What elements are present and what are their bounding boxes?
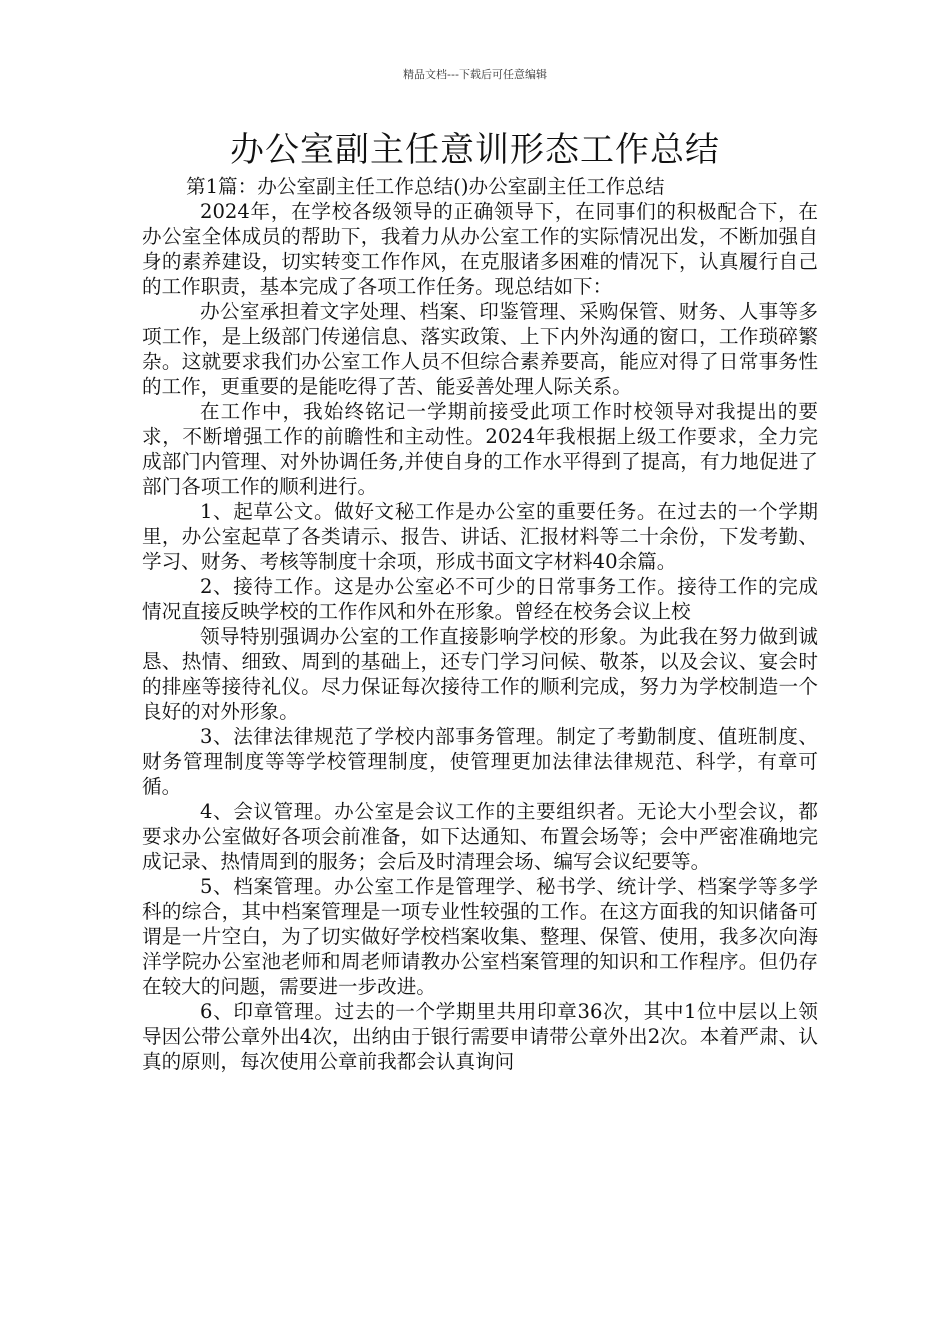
section-heading: 第1篇：办公室副主任工作总结()办公室副主任工作总结 bbox=[186, 175, 665, 198]
paragraph-intro: 2024年，在学校各级领导的正确领导下，在同事们的积极配合下，在办公室全体成员的帮助下，我着力从办公室工作的实际情况出发，不断加强自身的素养建设，切实转变工作作风，在克服诸多困难的情况下，认真履行自己的工作职责，基本完成了各项工作任务。现总结如下： bbox=[142, 200, 818, 298]
paragraph-item-2: 2、接待工作。这是办公室必不可少的日常事务工作。接待工作的完成情况直接反映学校的工作作风和外在形象。曾经在校务会议上校 bbox=[142, 575, 818, 623]
paragraph-work: 在工作中，我始终铭记一学期前接受此项工作时校领导对我提出的要求，不断增强工作的前瞻性和主动性。2024年我根据上级工作要求，全力完成部门内管理、对外协调任务,并使自身的工作水平得到了提高，有力地促进了部门各项工作的顺利进行。 bbox=[142, 400, 818, 498]
paragraph-duties: 办公室承担着文字处理、档案、印鉴管理、采购保管、财务、人事等多项工作，是上级部门传递信息、落实政策、上下内外沟通的窗口，工作琐碎繁杂。这就要求我们办公室工作人员不但综合素养要高，能应对得了日常事务性的工作，更重要的是能吃得了苦、能妥善处理人际关系。 bbox=[142, 300, 818, 398]
paragraph-item-5: 5、档案管理。办公室工作是管理学、秘书学、统计学、档案学等多学科的综合，其中档案管理是一项专业性较强的工作。在这方面我的知识储备可谓是一片空白，为了切实做好学校档案收集、整理、保管、使用，我多次向海洋学院办公室池老师和周老师请教办公室档案管理的知识和工作程序。但仍存在较大的问题，需要进一步改进。 bbox=[142, 875, 818, 998]
paragraph-item-3: 3、法律法律规范了学校内部事务管理。制定了考勤制度、值班制度、财务管理制度等等学校管理制度，使管理更加法律法律规范、科学，有章可循。 bbox=[142, 725, 818, 798]
paragraph-item-2-cont: 领导特别强调办公室的工作直接影响学校的形象。为此我在努力做到诚恳、热情、细致、周到的基础上，还专门学习问候、敬茶，以及会议、宴会时的排座等接待礼仪。尽力保证每次接待工作的顺利完成，努力为学校制造一个良好的对外形象。 bbox=[142, 625, 818, 723]
paragraph-item-4: 4、会议管理。办公室是会议工作的主要组织者。无论大小型会议，都要求办公室做好各项会前准备，如下达通知、布置会场等；会中严密准确地完成记录、热情周到的服务；会后及时清理会场、编写会议纪要等。 bbox=[142, 800, 818, 873]
document-title: 办公室副主任意训形态工作总结 bbox=[230, 130, 720, 170]
document-body bbox=[142, 174, 818, 1074]
header-note: 精品文档---下载后可任意编辑 bbox=[403, 68, 547, 81]
paragraph-item-6: 6、印章管理。过去的一个学期里共用印章36次，其中1位中层以上领导因公带公章外出4次，出纳由于银行需要申请带公章外出2次。本着严肃、认真的原则，每次使用公章前我都会认真询问 bbox=[142, 1000, 818, 1073]
paragraph-item-1: 1、起草公文。做好文秘工作是办公室的重要任务。在过去的一个学期里，办公室起草了各类请示、报告、讲话、汇报材料等二十余份，下发考勤、学习、财务、考核等制度十余项，形成书面文字材料40余篇。 bbox=[142, 500, 818, 573]
